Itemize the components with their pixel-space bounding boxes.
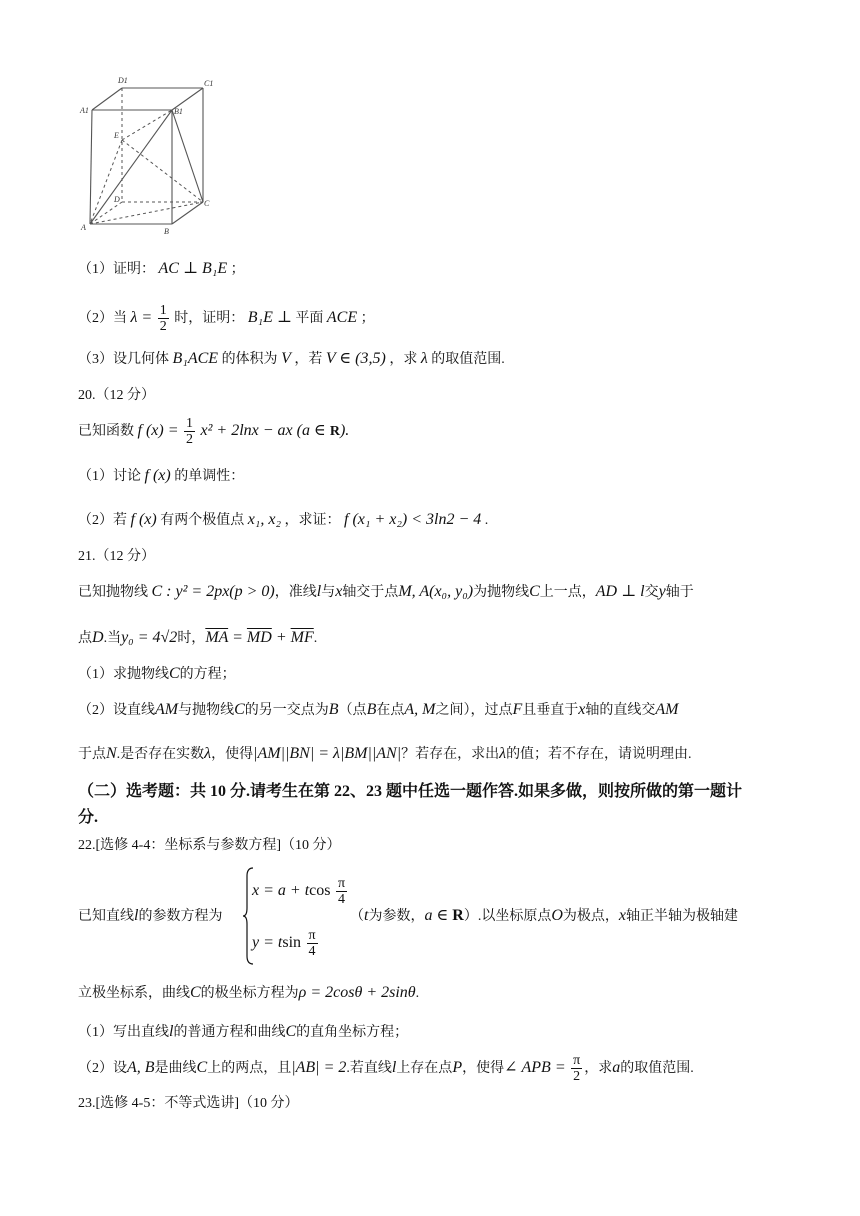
q19-p3-mid1: 的体积为 — [221, 352, 278, 367]
q22-p1-a: （1）写出直线 — [78, 1025, 169, 1040]
edge-a1-d1 — [92, 88, 122, 110]
q21-s2-a: 点 — [78, 631, 92, 646]
edge-a-d — [90, 202, 122, 224]
q21-p2-bpt: B — [328, 701, 339, 718]
q21-p3-d: ？若存在，求出 — [401, 747, 500, 762]
q21-p2-b2: B — [366, 701, 377, 718]
q21-s1-ad: AD ⊥ l — [595, 583, 645, 600]
q22-p1-l: l — [169, 1023, 174, 1040]
q22-stem-c: （ — [350, 909, 364, 924]
q21-s1-a: 已知抛物线 — [78, 585, 148, 600]
q20-p2-suffix: . — [484, 513, 489, 528]
q19-p2-mid: 时，证明： — [174, 311, 245, 326]
q21-stem-line2 — [78, 628, 317, 649]
edge-e-a — [90, 140, 122, 224]
q21-p1-suffix: 的方程； — [179, 667, 236, 682]
q20-p2-ineq: f (x₁ + x₂) < 3ln2 − 4 — [344, 511, 482, 528]
q21-s1-f: 上一点， — [539, 585, 596, 600]
q22-stem-e: ）.以坐标原点 — [463, 909, 552, 924]
q20-p2-pts: x₁, x₂ — [247, 511, 282, 528]
q22-l2-eq: ρ = 2cosθ + 2sinθ — [298, 984, 416, 1001]
q20-stem-r: R — [329, 424, 340, 439]
q22-stem-a: 已知直线 — [78, 909, 134, 924]
q21-p2-fpt: F — [512, 701, 523, 718]
q22-stem-g: 轴正半轴为极轴建 — [626, 909, 739, 924]
q22-l2-c: C — [190, 984, 201, 1001]
label-b: B — [164, 227, 169, 236]
q22-l2-dot: . — [415, 986, 420, 1001]
q20-p1-suffix: 的单调性： — [174, 469, 245, 484]
q22-eq2 — [252, 924, 320, 962]
q22-l2-a: 立极坐标系，曲线 — [78, 986, 190, 1001]
q20-stem-close: ). — [339, 422, 350, 439]
q21-heading: 21.（12 分） — [78, 549, 155, 564]
edge-a1-a — [90, 110, 92, 224]
q19-p2-math: B₁E ⊥ — [247, 309, 292, 326]
q19-p2-prefix: （2）当 — [78, 311, 127, 326]
edge-a-b1 — [90, 110, 172, 224]
q19-p1-math: AC ⊥ B₁E — [158, 260, 228, 277]
q21-s1-e: 为抛物线 — [473, 585, 530, 600]
label-e: E — [114, 131, 119, 140]
q22-stem-x: x — [618, 907, 627, 924]
q20-stem — [78, 413, 349, 449]
q21-p1-c: C — [169, 665, 180, 682]
q22-stem-suffix — [350, 906, 738, 927]
q19-p3-mid2: ，若 — [294, 352, 323, 367]
q22-stem-prefix — [78, 906, 222, 927]
q21-p2-g: 且垂直于 — [522, 703, 579, 718]
label-a: A — [81, 223, 86, 232]
q20-stem-prefix: 已知函数 — [78, 424, 134, 439]
edge-b-c — [172, 202, 203, 224]
q21-p2-c: C — [234, 701, 245, 718]
q19-p1-suffix: ； — [230, 262, 245, 277]
q21-p3-eq: |AM||BN| = λ|BM||AN| — [253, 745, 402, 762]
q21-stem-line1 — [78, 582, 694, 603]
q22-stem-d: 为参数， — [368, 909, 425, 924]
q21-s2-y0: y₀ = 4√2 — [121, 629, 178, 646]
section-2-line1: （二）选考题：共 10 分.请考生在第 22、23 题中任选一题作答.如果多做，则按所做的第一题计 — [78, 783, 743, 800]
label-a1: A1 — [80, 106, 89, 115]
q22-stem-t: t — [364, 907, 369, 924]
q21-s1-c: C : y² = 2px(p > 0) — [151, 583, 275, 600]
label-b1: B1 — [174, 107, 183, 116]
q20-stem-f: f (x) = — [137, 422, 179, 439]
q22-p2-p: P — [452, 1059, 463, 1076]
q22-p2-fraction: $\frac{\pi}{2}$ — [573, 1053, 581, 1085]
q22-part2 — [78, 1048, 694, 1088]
q21-s1-c2: C — [529, 583, 540, 600]
q19-part3 — [78, 349, 505, 370]
q21-p2-a: （2）设直线 — [78, 703, 155, 718]
q19-part1 — [78, 259, 245, 280]
q21-p3-c: ，使得 — [211, 747, 254, 762]
q19-p2-lambda: λ = — [130, 309, 153, 326]
q22-eq1 — [252, 872, 349, 910]
q22-p2-e: 上存在点 — [396, 1061, 453, 1076]
q22-p1-c: C — [285, 1023, 297, 1040]
q21-s2-vec-md: $\overline{MD}$ — [246, 629, 272, 646]
q22-eq2-sin: sin — [282, 934, 302, 951]
q21-p1-prefix: （1）求抛物线 — [78, 667, 169, 682]
q22-p2-f: ，使得 — [462, 1061, 505, 1076]
q21-p3-b: .是否存在实数 — [116, 747, 205, 762]
q19-p3-math: B₁ACE — [172, 350, 219, 367]
q22-l2-b: 的极坐标方程为 — [200, 986, 299, 1001]
q20-p1-prefix: （1）讨论 — [78, 469, 141, 484]
edge-e-b1 — [122, 110, 172, 140]
q22-stem-r: R — [452, 907, 464, 924]
q21-s1-b: ，准线 — [274, 585, 317, 600]
q20-p2-mid: 有两个极值点 — [160, 513, 245, 528]
q21-s1-h: 轴于 — [665, 585, 694, 600]
prism-figure — [78, 72, 218, 236]
q21-s1-d: 轴交于点 — [342, 585, 399, 600]
q21-p3-n: N — [106, 745, 117, 762]
q22-stem-f: 为极点， — [562, 909, 619, 924]
q22-eq1-lhs: x = a + t — [252, 882, 310, 899]
q19-p3-cond: V ∈ (3,5) — [325, 350, 386, 367]
q22-p2-ab: A, B — [127, 1059, 155, 1076]
q22-eq2-lhs: y = t — [252, 934, 283, 951]
q21-s1-l: l — [316, 583, 322, 600]
q22-stem-b: 的参数方程为 — [138, 909, 223, 924]
edge-a-c — [90, 202, 203, 224]
q21-part2-cont — [78, 744, 692, 765]
q22-eq1-fraction: $\frac{\pi}{4}$ — [337, 876, 346, 908]
q22-p2-d: .若直线 — [346, 1061, 392, 1076]
q21-p2-am: AM — [155, 701, 179, 718]
q22-heading: 22.[选修 4-4：坐标系与参数方程]（10 分） — [78, 838, 341, 853]
q19-p3-mid3: ，求 — [389, 352, 418, 367]
q21-s1-x: x — [335, 583, 343, 600]
q21-s1-y: y — [658, 583, 666, 600]
q20-p2-mid2: ，求证： — [284, 513, 341, 528]
q21-p2-am3: AM — [655, 701, 679, 718]
q22-p2-b: 是曲线 — [154, 1061, 197, 1076]
q21-p2-b: 与抛物线 — [178, 703, 235, 718]
q19-p3-v: V — [281, 350, 291, 367]
q20-part2 — [78, 510, 488, 531]
q22-p2-abs: |AB| = 2 — [291, 1059, 347, 1076]
q21-p2-f: 之间），过点 — [435, 703, 513, 718]
q21-p3-a: 于点 — [78, 747, 106, 762]
q22-p1-b: 的普通方程和曲线 — [173, 1025, 286, 1040]
q22-stem-a2: a ∈ — [424, 907, 453, 924]
edge-b1-c — [172, 110, 203, 202]
q19-p2-plane: 平面 — [295, 311, 324, 326]
label-d: D — [114, 195, 120, 204]
q19-p1-prefix: （1）证明： — [78, 262, 155, 277]
q19-p2-fraction: $\frac{1}{2}$ — [159, 303, 167, 335]
q22-eq1-cos: cos — [309, 882, 331, 899]
q22-p2-g: ，求 — [584, 1061, 613, 1076]
q21-s1-cc: 与 — [321, 585, 336, 600]
q22-p1-cc: 的直角坐标方程； — [296, 1025, 409, 1040]
q19-p3-suffix: 的取值范围. — [431, 352, 505, 367]
q22-p2-h: 的取值范围. — [620, 1061, 694, 1076]
q21-p2-d: （点 — [338, 703, 367, 718]
q22-p2-cc: 上的两点，且 — [207, 1061, 292, 1076]
q21-s2-c: 时， — [177, 631, 206, 646]
q22-stem-l: l — [134, 907, 139, 924]
q20-p1-math: f (x) — [144, 467, 171, 484]
q20-stem-rest: x² + 2lnx − ax (a ∈ — [200, 422, 330, 439]
q19-part2 — [78, 300, 375, 336]
q21-p3-e: 的值；若不存在，请说明理由. — [506, 747, 692, 762]
q22-eq2-fraction: $\frac{\pi}{4}$ — [308, 928, 316, 960]
q19-p3-lambda: λ — [420, 350, 428, 367]
q22-p2-angle: ∠ APB = — [504, 1059, 566, 1076]
q21-p3-lambda2: λ — [499, 745, 507, 762]
q20-p2-math: f (x) — [130, 511, 157, 528]
q22-part1 — [78, 1022, 408, 1043]
q21-s1-g: 交 — [644, 585, 659, 600]
q19-p3-prefix: （3）设几何体 — [78, 352, 169, 367]
q21-p2-e: 在点 — [376, 703, 405, 718]
q21-s2-b: .当 — [103, 631, 122, 646]
q22-stem-o: O — [551, 907, 563, 924]
q22-p2-a2: a — [612, 1059, 621, 1076]
q22-p2-c: C — [196, 1059, 208, 1076]
q21-s2-eq: = — [228, 629, 247, 646]
q21-s2-dot: . — [313, 631, 318, 646]
edge-e-c — [122, 140, 203, 202]
q21-p2-h: 轴的直线交 — [585, 703, 656, 718]
q21-s2-vec-mf: $\overline{MF}$ — [290, 629, 314, 646]
q20-stem-fraction: $\frac{1}{2}$ — [186, 416, 193, 448]
q19-p2-math2: ACE — [326, 309, 358, 326]
q21-p2-cc: 的另一交点为 — [244, 703, 329, 718]
q21-p2-am2: A, M — [404, 701, 436, 718]
q22-p2-a: （2）设 — [78, 1061, 127, 1076]
q22-stem-line2 — [78, 983, 419, 1004]
label-c1: C1 — [204, 79, 214, 88]
q23-heading: 23.[选修 4-5：不等式选讲]（10 分） — [78, 1096, 299, 1111]
q20-p2-prefix: （2）若 — [78, 513, 127, 528]
q21-p2-x: x — [578, 701, 586, 718]
q22-p2-l: l — [391, 1059, 397, 1076]
q21-s2-vec-ma: $\overline{MA}$ — [205, 629, 229, 646]
q20-heading: 20.（12 分） — [78, 388, 155, 403]
q21-part2 — [78, 700, 678, 721]
q19-p2-suffix: ； — [360, 311, 375, 326]
q21-p3-lambda: λ — [204, 745, 212, 762]
label-d1: D1 — [118, 76, 128, 85]
label-c: C — [204, 199, 210, 208]
q21-part1 — [78, 664, 236, 685]
q21-s2-plus: + — [271, 629, 291, 646]
q20-part1 — [78, 466, 244, 487]
section-2-line2: 分. — [78, 809, 99, 826]
q21-s1-ma: M, A(x₀, y₀) — [398, 583, 474, 600]
q21-s2-d: D — [92, 629, 104, 646]
